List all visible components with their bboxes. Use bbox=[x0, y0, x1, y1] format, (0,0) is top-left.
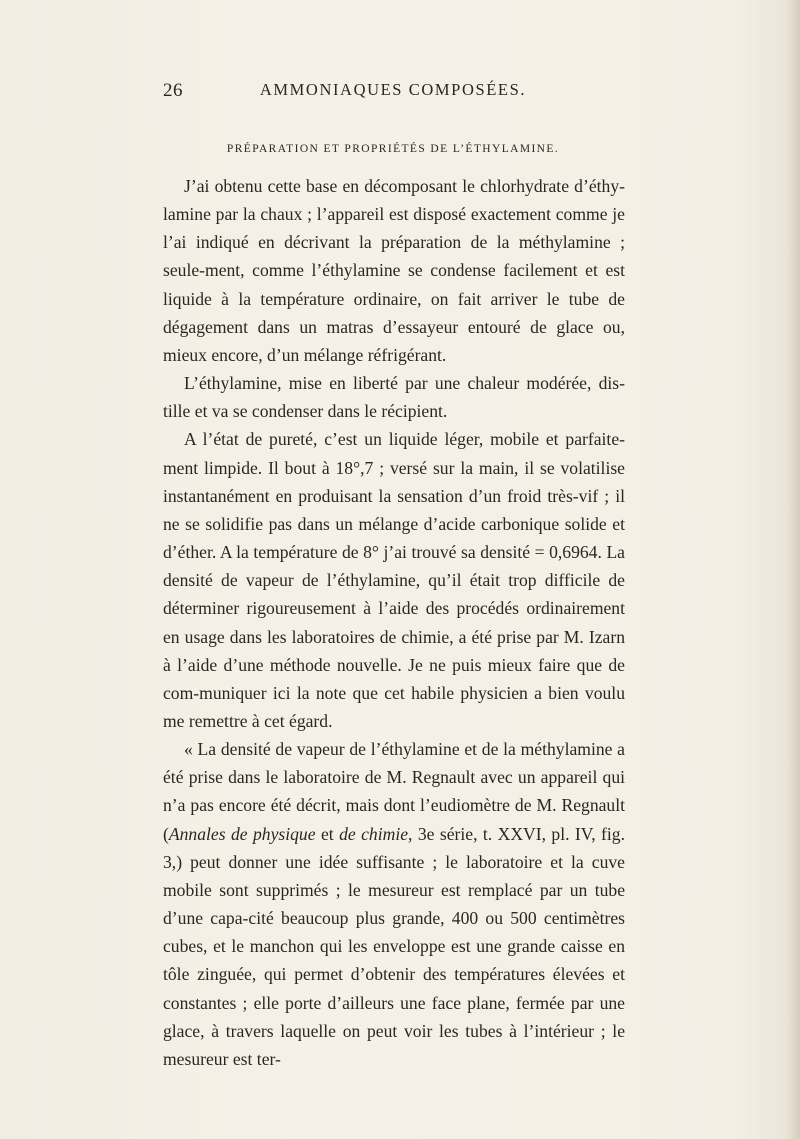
page-number: 26 bbox=[163, 80, 183, 101]
paragraph-4-text-end: 3e série, t. XXVI, pl. IV, fig. 3,) peut donner une idée suffisante ; le laboratoire et la cuve mobile sont supprimés ; le mesureur est remplacé par un tube d’une capa-cité beaucoup plus grande, 400 ou 500 centimètres cubes, et le manchon qui les enveloppe est une grande caisse en tôle zinguée, qui permet d’obtenir des températures élevées et constantes ; elle porte d’ailleurs une face plane, fermée par une glace, à travers laquelle on peut voir les tubes à l’intérieur ; le mesureur est ter- bbox=[163, 823, 625, 1069]
paragraph-2: L’éthylamine, mise en liberté par une chaleur modérée, dis-tille et va se condenser dans le récipient. bbox=[163, 373, 625, 422]
body-text bbox=[163, 172, 625, 1073]
paragraph-3: A l’état de pureté, c’est un liquide léger, mobile et parfaite-ment limpide. Il bout à 18°,7 ; versé sur la main, il se volatilise instantanément en produisant la sensation d’un froid très-vif ; il ne se solidifie pas dans un mélange d’acide carbonique solide et d’éther. A la température de 8° j’ai trouvé sa densité = 0,6964. La densité de vapeur de l’éthylamine, qu’il était trop difficile de déterminer rigoureusement à l’aide des procédés ordinairement en usage dans les laboratoires de chimie, a été prise par M. Izarn à l’aide d’une méthode nouvelle. Je ne puis mieux faire que de com-muniquer ici la note que cet habile physicien a bien voulu me remettre à cet égard. bbox=[163, 429, 625, 731]
section-heading: PRÉPARATION ET PROPRIÉTÉS DE L’ÉTHYLAMINE. bbox=[226, 143, 560, 155]
paragraph-1: J’ai obtenu cette base en décomposant le chlorhydrate d’éthy-lamine par la chaux ; l’appareil est disposé exactement comme je l’ai indiqué en décrivant la préparation de la méthylamine ; seule-ment, comme l’éthylamine se condense facilement et est liquide à la température ordinaire, on fait arriver le tube de dégagement dans un matras d’essayeur entouré de glace ou, mieux encore, d’un mélange réfrigérant. bbox=[163, 176, 625, 365]
paragraph-4 bbox=[163, 735, 625, 1073]
paragraph-4-text-middle: et bbox=[315, 823, 340, 844]
paragraph-4-text-start: « La densité de vapeur de l’éthylamine et de la méthylamine a été prise dans le laboratoire de M. Regnault avec un appareil qui n’a pas encore été décrit, mais dont l’eudiomètre de M. Regnault ( bbox=[163, 739, 625, 844]
journal-title-part-1: Annales de physique bbox=[168, 823, 316, 844]
journal-title-part-2: de chimie, bbox=[339, 823, 413, 844]
running-header bbox=[163, 80, 623, 104]
page-edge-shadow bbox=[786, 0, 800, 1139]
running-title: AMMONIAQUES COMPOSÉES. bbox=[259, 80, 527, 99]
